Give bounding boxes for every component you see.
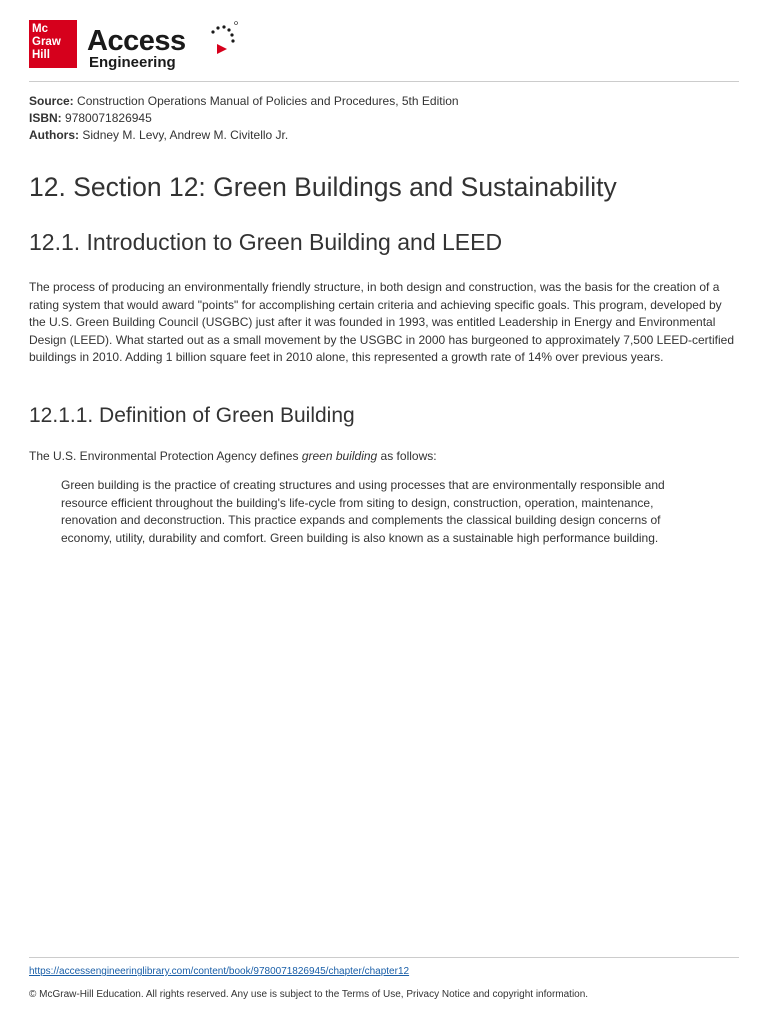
authors-line	[29, 127, 459, 144]
mgh-logo-line: Mc	[32, 23, 48, 35]
chapter-url-link[interactable]: https://accessengineeringlibrary.com/content/book/9780071826945/chapter/chapter12	[29, 966, 410, 977]
access-logo-word: Access	[87, 25, 186, 57]
copyright-notice: © McGraw-Hill Education. All rights reserved. Any use is subject to the Terms of Use, Privacy Notice and copyright information.	[29, 989, 589, 1000]
authors-label: Authors:	[29, 128, 79, 142]
isbn-value: 9780071826945	[65, 111, 152, 125]
header-divider	[29, 81, 739, 82]
source-line	[29, 93, 459, 110]
source-value: Construction Operations Manual of Policies and Procedures, 5th Edition	[77, 94, 459, 108]
definition-intro	[29, 448, 741, 466]
section-title: 12. Section 12: Green Buildings and Sustainability	[29, 172, 617, 202]
source-label: Source:	[29, 94, 74, 108]
access-engineering-logo[interactable]	[87, 24, 237, 72]
mgh-logo-line: Hill	[32, 49, 50, 61]
definition-intro-after: as follows:	[377, 449, 437, 463]
subsection-title: 12.1. Introduction to Green Building and LEED	[29, 229, 503, 255]
subsubsection-title: 12.1.1. Definition of Green Building	[29, 404, 355, 427]
isbn-label: ISBN:	[29, 111, 62, 125]
book-metadata	[29, 93, 459, 144]
mgh-logo-line: Graw	[32, 36, 61, 48]
intro-paragraph: The process of producing an environmentally friendly structure, in both design and construction, was the basis for the creation of a rating system that would award "points" for accomplishing certain criteria and achieving specific goals. This program, developed by the U.S. Green Building Council (USGBC) just after it was founded in 1993, was entitled Leadership in Energy and Environmental Design (LEED). What started out as a small movement by the USGBC in 2000 has burgeoned to approximately 7,500 LEED-certified buildings in 2010. Adding 1 billion square feet in 2010 alone, this represented a growth rate of 14% over previous years.	[29, 280, 735, 365]
access-burst-icon	[199, 18, 239, 58]
definition-quote: Green building is the practice of creating structures and using processes that are environmentally responsible and resource efficient throughout the building's life-cycle from siting to design, construction, operation, maintenance, renovation and deconstruction. This practice expands and complements the classical building design concerns of economy, utility, durability and comfort. Green building is also known as a sustainable high performance building.	[61, 478, 665, 545]
definition-intro-emphasis: green building	[301, 449, 378, 463]
page-header	[29, 20, 739, 82]
footer-divider	[29, 957, 739, 958]
engineering-logo-word: Engineering	[89, 54, 176, 71]
mcgraw-hill-logo[interactable]	[29, 20, 77, 68]
authors-value: Sidney M. Levy, Andrew M. Civitello Jr.	[82, 128, 289, 142]
definition-intro-before: The U.S. Environmental Protection Agency defines	[29, 449, 302, 463]
isbn-line	[29, 110, 459, 127]
